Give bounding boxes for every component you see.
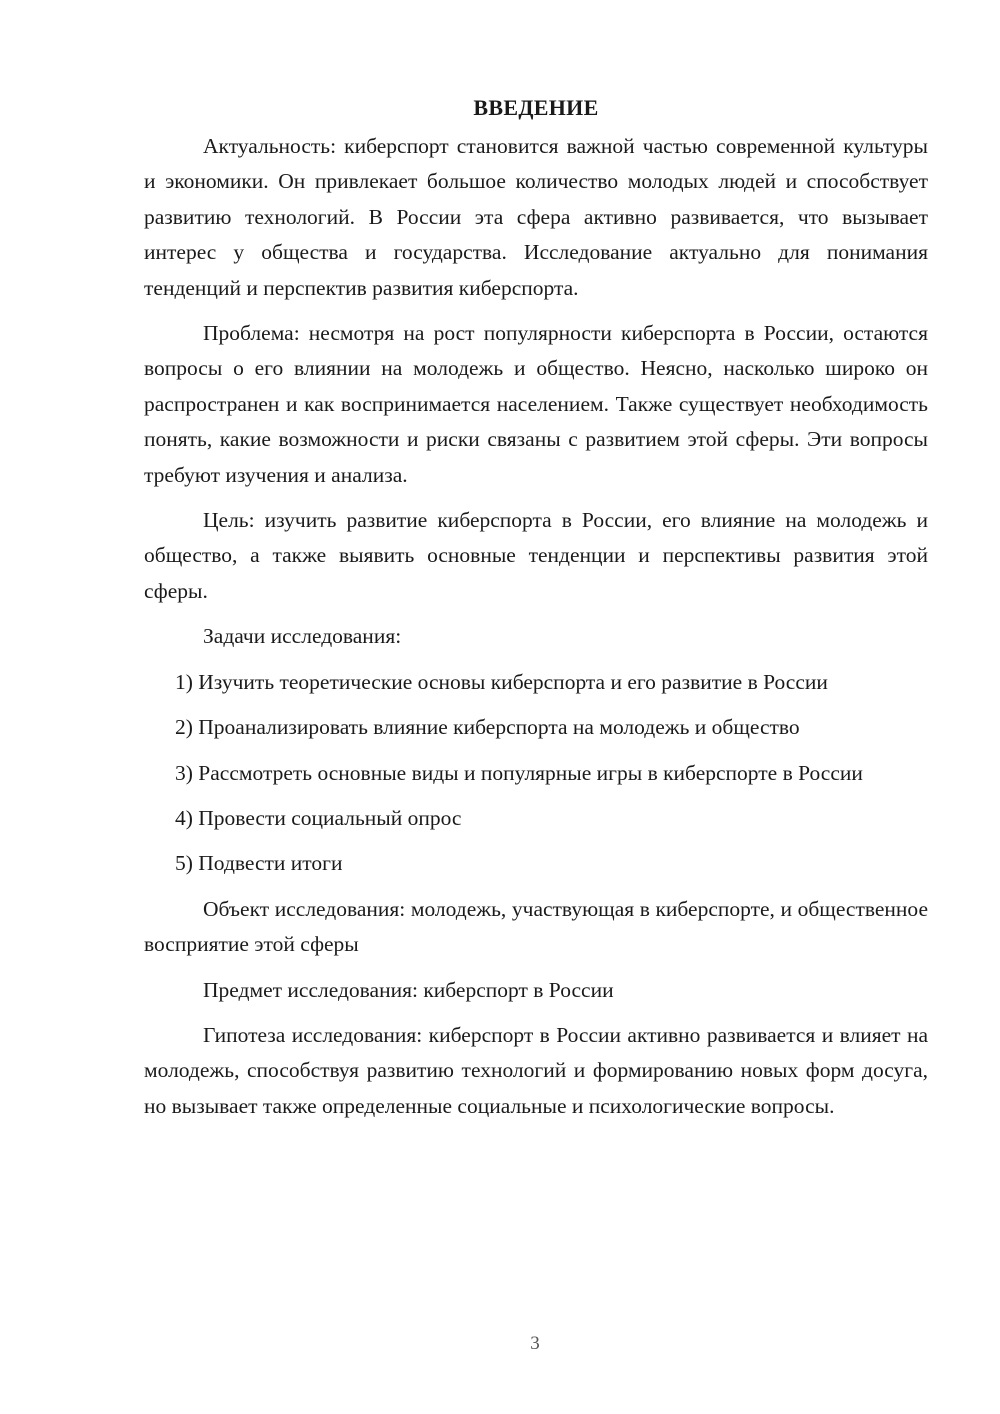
subject-paragraph: Предмет исследования: киберспорт в России [203, 977, 614, 1002]
section-title: ВВЕДЕНИЕ [473, 95, 599, 120]
task-item-3: 3) Рассмотреть основные виды и популярные игры в киберспорте в России [175, 760, 863, 785]
goal-paragraph: Цель: изучить развитие киберспорта в России, его влияние на молодежь и общество, а также выявить основные тенденции и перспективы развития этой сферы. [144, 508, 928, 603]
document-page [144, 90, 928, 1134]
tasks-heading: Задачи исследования: [203, 624, 402, 649]
task-item-4: 4) Провести социальный опрос [175, 805, 462, 830]
page-number: 3 [530, 1333, 540, 1354]
problem-paragraph: Проблема: несмотря на рост популярности киберспорта в России, остаются вопросы о его влиянии на молодежь и общество. Неясно, насколько широко он распространен и как воспринимается населением. Также существует необходимость понять, какие возможности и риски связаны с развитием этой сферы. Эти вопросы требуют изучения и анализа. [144, 321, 928, 487]
task-item-2: 2) Проанализировать влияние киберспорта на молодежь и общество [175, 715, 800, 740]
relevance-paragraph: Актуальность: киберспорт становится важной частью современной культуры и экономики. Он привлекает большое количество молодых людей и способствует развитию технологий. В России эта сфера активно развивается, что вызывает интерес у общества и государства. Исследование актуально для понимания тенденций и перспектив развития киберспорта. [144, 134, 928, 300]
task-item-5: 5) Подвести итоги [175, 851, 343, 876]
hypothesis-paragraph: Гипотеза исследования: киберспорт в России активно развивается и влияет на молодежь, способствуя развитию технологий и формированию новых форм досуга, но вызывает также определенные социальные и психологические вопросы. [144, 1022, 928, 1118]
object-paragraph: Объект исследования: молодежь, участвующая в киберспорте, и общественное восприятие этой сферы [144, 896, 928, 957]
task-item-1: 1) Изучить теоретические основы киберспорта и его развитие в России [175, 669, 828, 694]
